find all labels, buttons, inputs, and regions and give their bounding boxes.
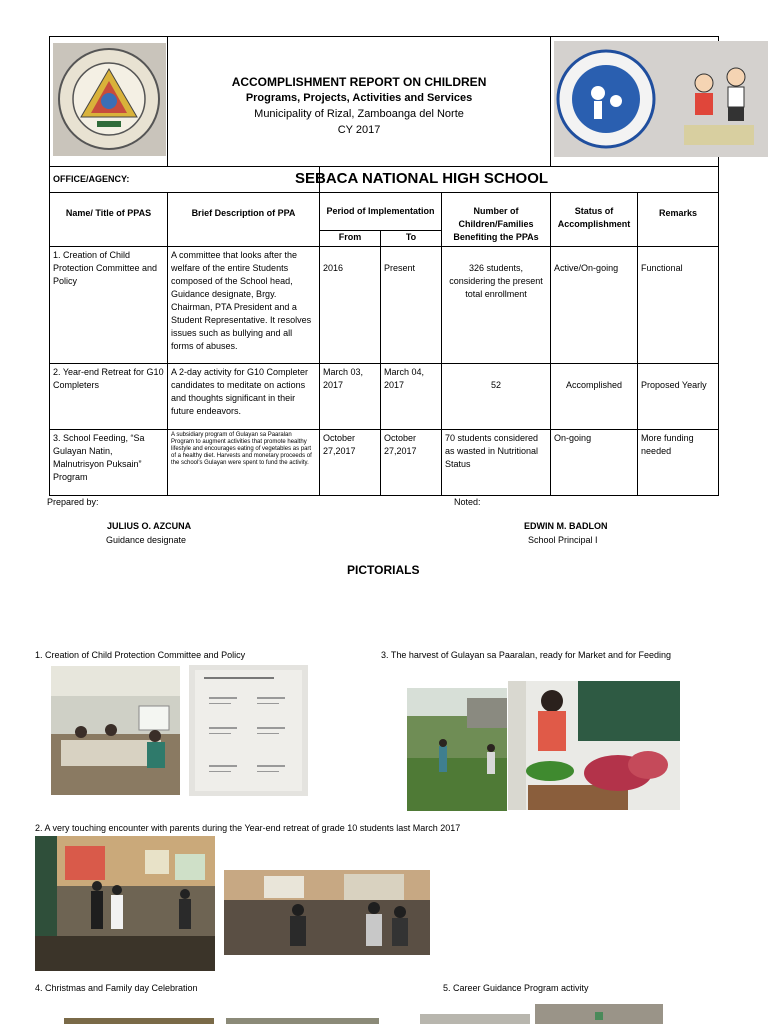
office-name: SEBACA NATIONAL HIGH SCHOOL (295, 170, 549, 187)
row-from: March 03, 2017 (320, 364, 381, 430)
meeting-photo (51, 666, 180, 795)
col-desc-header: Brief Description of PPA (168, 193, 320, 247)
caption-2: 2. A very touching encounter with parents during the Year-end retreat of grade 10 students last March 2017 (35, 823, 461, 833)
retreat-photo-right (224, 870, 430, 955)
christmas-photo-right (226, 1018, 379, 1024)
table-row (50, 430, 719, 496)
row-number: 52 (442, 364, 551, 430)
row-to: October 27,2017 (381, 430, 442, 496)
office-name-cell (295, 167, 719, 193)
col-status-header: Status of Accomplishment (551, 193, 638, 247)
career-photo-left (420, 1014, 530, 1024)
prepared-label: Prepared by: (47, 497, 99, 507)
row-name: 3. School Feeding, “Sa Gulayan Natin, Malnutrisyon Puksain” Program (50, 430, 168, 496)
caption-4: 4. Christmas and Family day Celebration (35, 983, 198, 993)
harvest-photo (508, 681, 680, 810)
report-year: CY 2017 (337, 123, 381, 136)
row-status: On-going (551, 430, 638, 496)
career-photo-right (535, 1004, 663, 1024)
row-from: October 27,2017 (320, 430, 381, 496)
row-status: Active/On-going (551, 247, 638, 364)
caption-5: 5. Career Guidance Program activity (443, 983, 589, 993)
right-logo-cell (551, 37, 719, 167)
noted-name: EDWIN M. BADLON (524, 521, 608, 531)
table-row (50, 364, 719, 430)
pictorials-heading: PICTORIALS (347, 563, 420, 577)
row-remarks: Proposed Yearly (638, 364, 719, 430)
col-period-header: Period of Implementation (320, 193, 442, 231)
row-name: 1. Creation of Child Protection Committee and Policy (50, 247, 168, 364)
col-remarks-header: Remarks (638, 193, 719, 247)
row-number: 70 students considered as wasted in Nutritional Status (442, 430, 551, 496)
row-desc: A subsidiary program of Gulayan sa Paaralan Program to augment activities that promote healthy lifestyle and encourages eating of vegetables as part of a healthy diet. Harvests and monetary proceeds of the school's Gulayan were spent to fund the activity. (168, 430, 320, 496)
col-to-header: To (381, 231, 442, 247)
col-name-header: Name/ Title of PPAS (50, 193, 168, 247)
report-title: ACCOMPLISHMENT REPORT ON CHILDREN (231, 74, 487, 89)
report-subtitle: Programs, Projects, Activities and Services (245, 91, 473, 104)
table-row (50, 247, 719, 364)
col-number-header: Number of Children/Families Benefiting the PPAs (442, 193, 551, 247)
caption-1: 1. Creation of Child Protection Committee and Policy (35, 650, 246, 660)
prepared-title: Guidance designate (106, 535, 187, 545)
row-remarks: Functional (638, 247, 719, 364)
municipality-line: Municipality of Rizal, Zamboanga del Norte (254, 107, 464, 120)
noted-title: School Principal I (528, 535, 598, 545)
left-seal-cell (50, 37, 168, 167)
caption-3: 3. The harvest of Gulayan sa Paaralan, ready for Market and for Feeding (381, 650, 671, 660)
garden-photo (407, 688, 507, 811)
row-number: 326 students, considering the present total enrollment (442, 247, 551, 364)
municipality-seal-icon (53, 43, 166, 156)
prepared-name: JULIUS O. AZCUNA (107, 521, 192, 531)
row-remarks: More funding needed (638, 430, 719, 496)
row-to: March 04, 2017 (381, 364, 442, 430)
report-heading-cell (168, 37, 551, 167)
row-desc: A 2-day activity for G10 Completer candidates to meditate on actions and thoughts significant in their future endeavors. (168, 364, 320, 430)
row-name: 2. Year-end Retreat for G10 Completers (50, 364, 168, 430)
row-from: 2016 (320, 247, 381, 364)
christmas-photo-left (64, 1018, 214, 1024)
report-table (49, 36, 719, 496)
retreat-photo-left (35, 836, 215, 971)
noted-label: Noted: (454, 497, 481, 507)
cwc-logo-icon (554, 41, 768, 157)
col-from-header: From (320, 231, 381, 247)
committee-document-photo (189, 665, 308, 796)
office-label: OFFICE/AGENCY: (53, 174, 130, 184)
row-desc: A committee that looks after the welfare of the entire Students composed of the School head, Guidance designate, Brgy. Chairman, PTA President and a Student Representative. It resolves issues such as bullying and all forms of abuses. (168, 247, 320, 364)
row-to: Present (381, 247, 442, 364)
office-label-cell (50, 167, 320, 193)
row-status: Accomplished (551, 364, 638, 430)
